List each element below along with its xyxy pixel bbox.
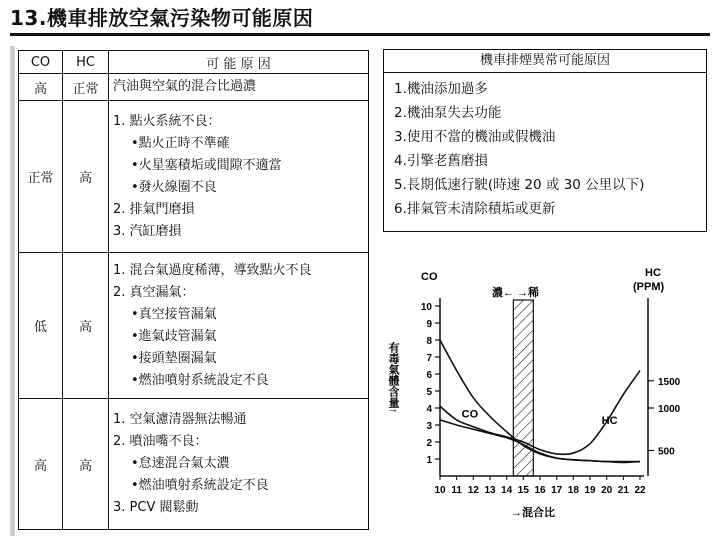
co-level: 高 xyxy=(19,399,63,530)
list-item: 1.機油添加過多 xyxy=(394,81,488,97)
cause-line: 1. 空氣濾清器無法暢通 xyxy=(113,412,247,427)
left-tick-label: 6 xyxy=(426,370,432,381)
smoke-causes-list xyxy=(384,73,706,221)
x-tick-label: 15 xyxy=(517,485,529,496)
title-underline xyxy=(10,33,710,36)
list-item: 4.引擎老舊磨損 xyxy=(394,153,488,169)
header-co: CO xyxy=(19,51,63,74)
band-label: 濃← →稀 xyxy=(492,287,540,299)
series-line-co xyxy=(440,340,640,462)
left-tick-label: 1 xyxy=(426,455,432,466)
x-tick-label: 14 xyxy=(501,485,513,496)
plot-area xyxy=(421,298,681,496)
list-item: 2.機油泵失去功能 xyxy=(394,105,502,121)
header-causes: 可 能 原 因 xyxy=(109,51,369,74)
left-margin-bar xyxy=(10,46,15,536)
smoke-box-header: 機車排煙異常可能原因 xyxy=(384,50,706,73)
table-row xyxy=(19,101,369,253)
cause-subline: •發火線圈不良 xyxy=(131,179,217,195)
hc-level: 高 xyxy=(63,253,109,399)
hc-level: 正常 xyxy=(63,74,109,101)
left-tick-label: 8 xyxy=(426,336,432,347)
left-tick-label: 3 xyxy=(426,421,432,432)
cause-line: 1. 點火系統不良： xyxy=(113,113,221,129)
cause-subline: •怠速混合氣太濃 xyxy=(131,456,230,471)
hc-level: 高 xyxy=(63,399,109,530)
left-tick-label: 7 xyxy=(426,353,432,364)
table-header-row xyxy=(19,51,369,74)
right-axis-title: HC xyxy=(645,267,661,279)
cause-line: 3. 汽缸磨損 xyxy=(113,223,182,239)
cause-subline: •燃油噴射系統設定不良 xyxy=(131,478,269,493)
table-row xyxy=(19,253,369,399)
cause-line: 2. 排氣門磨損 xyxy=(113,201,195,217)
cause-subline: •燃油噴射系統設定不良 xyxy=(131,372,269,388)
co-level: 低 xyxy=(19,253,63,399)
list-item: 5.長期低速行駛(時速 20 或 30 公里以下) xyxy=(394,177,645,193)
x-tick-label: 10 xyxy=(434,485,446,496)
cause-subline: •真空接管漏氣 xyxy=(131,306,217,322)
list-item: 6.排氣管未清除積垢或更新 xyxy=(394,201,556,217)
x-tick-label: 16 xyxy=(534,485,546,496)
vertical-axis-label: 有毒氣體含量↑ xyxy=(387,342,399,414)
x-tick-label: 18 xyxy=(567,485,579,496)
left-axis-title: CO xyxy=(421,271,438,283)
right-tick-label: 1500 xyxy=(658,376,681,388)
left-tick-label: 4 xyxy=(426,404,432,415)
left-tick-label: 10 xyxy=(420,302,432,313)
cause-subline: •接頭墊圈漏氣 xyxy=(131,350,217,366)
cause-line: 2. 噴油嘴不良： xyxy=(113,434,208,449)
header-hc: HC xyxy=(63,51,109,74)
smoke-causes-box xyxy=(383,49,707,232)
right-tick-label: 1000 xyxy=(658,404,681,415)
cause-cell xyxy=(109,399,369,530)
x-tick-label: 19 xyxy=(584,485,596,496)
page-title: 13.機車排放空氣污染物可能原因 xyxy=(10,6,314,30)
left-tick-label: 9 xyxy=(426,319,432,330)
table-row xyxy=(19,399,369,530)
co-level: 正常 xyxy=(19,101,63,253)
left-tick-label: 5 xyxy=(426,387,432,398)
list-item: 3.使用不當的機油或假機油 xyxy=(394,129,556,145)
cause-line: 汽油與空氣的混合比過濃 xyxy=(113,79,257,94)
x-tick-label: 21 xyxy=(617,485,629,496)
co-level: 高 xyxy=(19,74,63,101)
cause-line: 2. 真空漏氣： xyxy=(113,284,195,300)
hc-curve-label: HC xyxy=(601,415,618,428)
cause-line: 1. 混合氣過度稀薄，導致點火不良 xyxy=(113,262,312,278)
hc-level: 高 xyxy=(63,101,109,253)
x-tick-label: 17 xyxy=(551,485,563,496)
x-axis-label: →混合比 xyxy=(511,507,555,519)
x-tick-label: 11 xyxy=(451,485,462,496)
cause-subline: •火星塞積垢或間隙不適當 xyxy=(131,157,282,173)
co-curve-label: CO xyxy=(461,408,479,421)
right-tick-label: 500 xyxy=(658,446,675,458)
x-tick-label: 20 xyxy=(601,485,613,496)
cause-line: 3. PCV 閥鬆動 xyxy=(113,500,199,515)
table-row xyxy=(19,74,369,101)
cause-cell xyxy=(109,101,369,253)
cause-subline: •點火正時不準確 xyxy=(131,135,230,151)
cause-cell xyxy=(109,253,369,399)
right-axis-unit: (PPM) xyxy=(633,281,665,293)
emission-causes-table xyxy=(18,50,369,530)
cause-cell xyxy=(109,74,369,101)
left-tick-label: 2 xyxy=(426,438,432,449)
x-tick-label: 12 xyxy=(467,485,479,496)
cause-subline: •進氣歧管漏氣 xyxy=(131,328,217,344)
x-tick-label: 13 xyxy=(484,485,496,496)
x-tick-label: 22 xyxy=(634,485,646,496)
emission-chart xyxy=(383,262,703,524)
